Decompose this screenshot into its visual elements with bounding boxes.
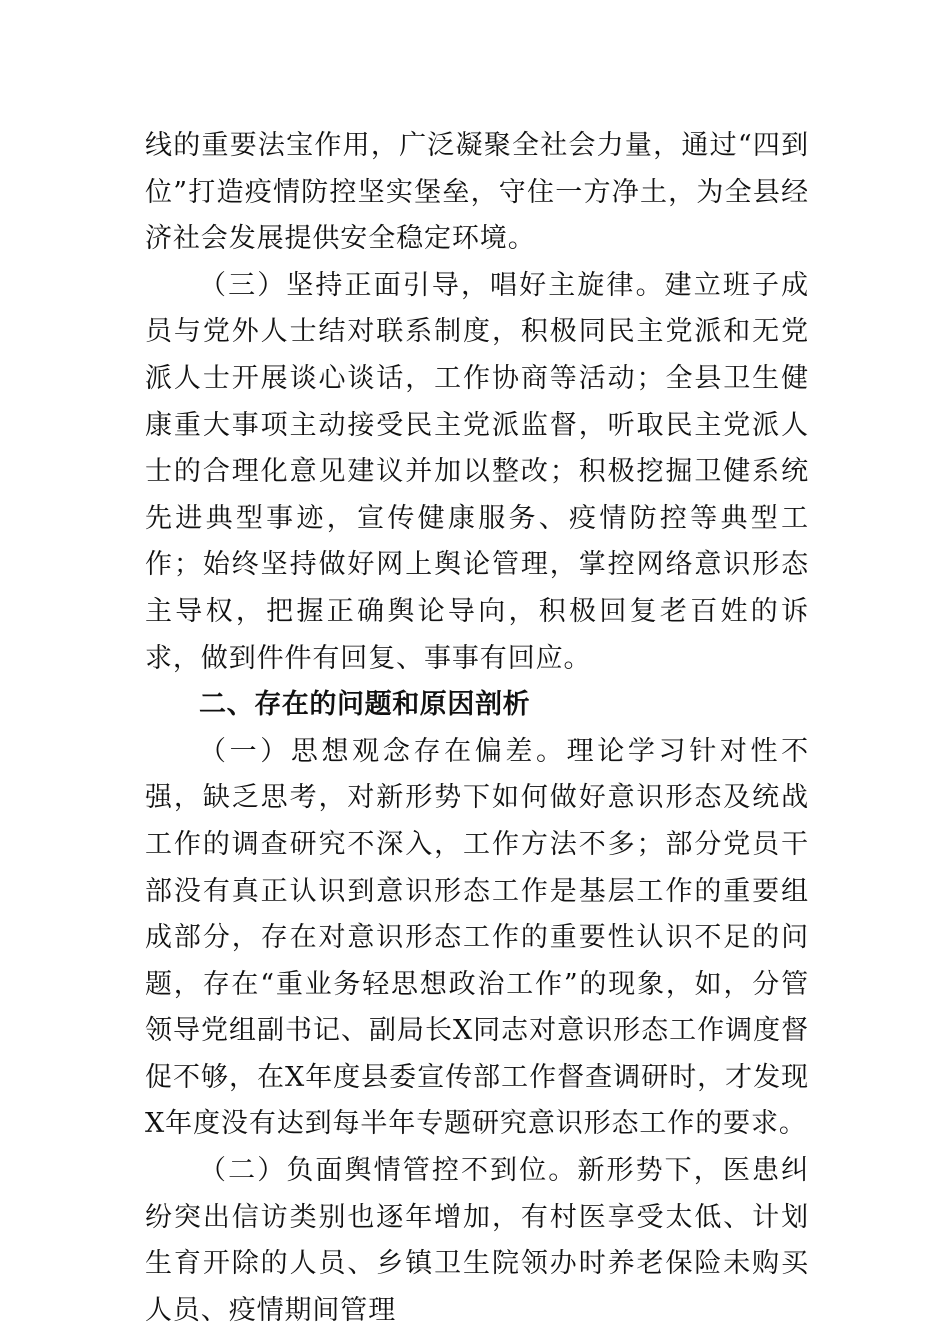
section-heading-problems: 二、存在的问题和原因剖析: [199, 689, 531, 721]
paragraph-ideology-deviation: （一）思想观念存在偏差。理论学习针对性不强，缺乏思考，对新形势下如何做好意识形态及统战工作的调查研究不深入，工作方法不多；部分党员干部没有真正认识到意识形态工作是基层工作的重要组成部分，存在对意识形态工作的重要性认识不足的问题，存在“重业务轻思想政治工作”的现象，如，分管领导党组副书记、副局长X同志对意识形态工作调度督促不够，在X年度县委宣传部工作督查调研时，才发现X年度没有达到每半年专题研究意识形态工作的要求。: [145, 735, 809, 1140]
paragraph-continuation: 线的重要法宝作用，广泛凝聚全社会力量，通过“四到位”打造疫情防控坚实堡垒，守住一方净土，为全县经济社会发展提供安全稳定环境。: [145, 130, 809, 255]
paragraph-public-opinion-control: （二）负面舆情管控不到位。新形势下，医患纠纷突出信访类别也逐年增加，有村医享受太低、计划生育开除的人员、乡镇卫生院领办时养老保险未购买人员、疫情期间管理: [145, 1155, 809, 1326]
paragraph-positive-guidance: （三）坚持正面引导，唱好主旋律。建立班子成员与党外人士结对联系制度，积极同民主党派和无党派人士开展谈心谈话，工作协商等活动；全县卫生健康重大事项主动接受民主党派监督，听取民主党派人士的合理化意见建议并加以整改；积极挖掘卫健系统先进典型事迹，宣传健康服务、疫情防控等典型工作；始终坚持做好网上舆论管理，掌控网络意识形态主导权，把握正确舆论导向，积极回复老百姓的诉求，做到件件有回复、事事有回应。: [145, 269, 809, 674]
document-body: [145, 123, 809, 1334]
